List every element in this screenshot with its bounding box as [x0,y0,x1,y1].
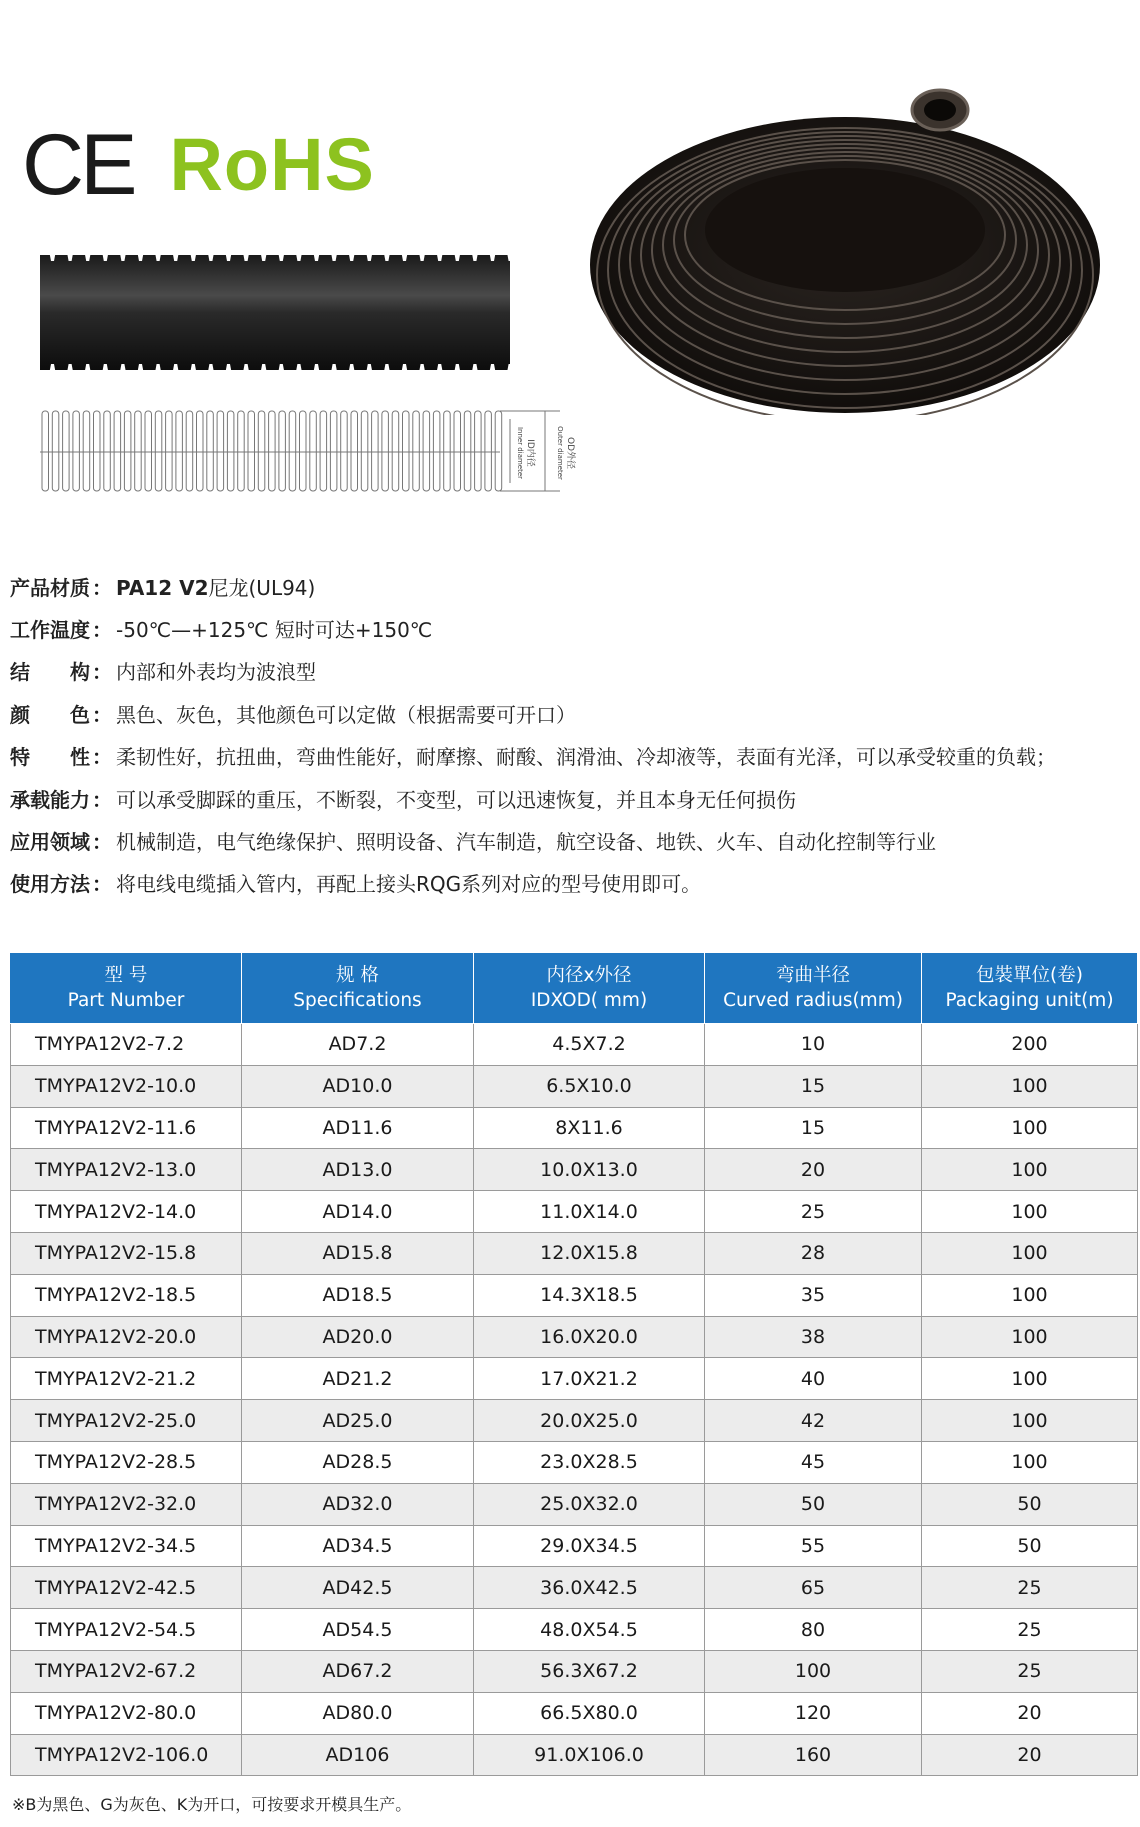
product-spec-list [10,565,1130,904]
part-number-cell: TMYPA12V2-18.5 [11,1274,242,1316]
spec-cell: AD28.5 [242,1441,474,1483]
spec-value: 将电线电缆插入管内，再配上接头RQG系列对应的型号使用即可。 [116,872,702,897]
curved-radius-cell: 28 [705,1232,922,1274]
inner-diameter-label: ID内径 [525,439,535,467]
spec-cell: AD11.6 [242,1107,474,1149]
id-od-cell: 14.3X18.5 [474,1274,705,1316]
table-row [11,1692,1138,1734]
id-od-cell: 91.0X106.0 [474,1734,705,1776]
spec-label: 应用领域 [10,830,90,855]
packaging-unit-cell: 100 [922,1441,1138,1483]
part-number-cell: TMYPA12V2-106.0 [11,1734,242,1776]
id-od-cell: 11.0X14.0 [474,1191,705,1233]
curved-radius-cell: 25 [705,1191,922,1233]
corrugated-hose-photo [40,245,510,380]
spec-cell: AD21.2 [242,1358,474,1400]
id-od-cell: 16.0X20.0 [474,1316,705,1358]
spec-row-load-capacity: 承载能力 ： 可以承受脚踩的重压，不断裂，不变型，可以迅速恢复，并且本身无任何损伤 [10,777,1130,819]
spec-value: 内部和外表均为波浪型 [116,660,316,685]
curved-radius-cell: 50 [705,1483,922,1525]
certification-marks [22,117,375,213]
spec-cell: AD14.0 [242,1191,474,1233]
curved-radius-cell: 15 [705,1107,922,1149]
spec-row-material: 产品材质 ： PA12 V2尼龙(UL94) [10,565,1130,607]
table-header-row [11,953,1138,1024]
table-row [11,1650,1138,1692]
curved-radius-cell: 65 [705,1567,922,1609]
spec-row-temperature: 工作温度 ： -50℃—+125℃ 短时可达+150℃ [10,607,1130,649]
table-row [11,1149,1138,1191]
part-number-cell: TMYPA12V2-10.0 [11,1065,242,1107]
table-row [11,1441,1138,1483]
header-id-od: 内径x外径 IDXOD( mm) [474,953,705,1024]
part-number-cell: TMYPA12V2-80.0 [11,1692,242,1734]
outer-diameter-label: OD外径 [565,436,575,470]
packaging-unit-cell: 100 [922,1065,1138,1107]
packaging-unit-cell: 100 [922,1107,1138,1149]
curved-radius-cell: 38 [705,1316,922,1358]
part-number-cell: TMYPA12V2-13.0 [11,1149,242,1191]
spec-row-features: 特 性 ： 柔韧性好，抗扭曲，弯曲性能好，耐摩擦、耐酸、润滑油、冷却液等，表面有光泽，可以承受较重的负载； [10,735,1130,777]
packaging-unit-cell: 200 [922,1024,1138,1066]
table-row [11,1274,1138,1316]
spec-row-structure: 结 构 ： 内部和外表均为波浪型 [10,650,1130,692]
part-number-cell: TMYPA12V2-34.5 [11,1525,242,1567]
curved-radius-cell: 15 [705,1065,922,1107]
curved-radius-cell: 100 [705,1650,922,1692]
spec-cell: AD54.5 [242,1609,474,1651]
spec-cell: AD13.0 [242,1149,474,1191]
packaging-unit-cell: 100 [922,1358,1138,1400]
curved-radius-cell: 160 [705,1734,922,1776]
id-od-cell: 12.0X15.8 [474,1232,705,1274]
curved-radius-cell: 42 [705,1400,922,1442]
part-number-cell: TMYPA12V2-21.2 [11,1358,242,1400]
inner-diameter-label-en: Inner diameter [516,426,524,480]
part-number-cell: TMYPA12V2-54.5 [11,1609,242,1651]
spec-value: 机械制造，电气绝缘保护、照明设备、汽车制造，航空设备、地铁、火车、自动化控制等行业 [116,830,936,855]
spec-cell: AD80.0 [242,1692,474,1734]
spec-value: 可以承受脚踩的重压，不断裂，不变型，可以迅速恢复，并且本身无任何损伤 [116,787,796,812]
spec-label: 特 性 [10,745,90,770]
id-od-cell: 20.0X25.0 [474,1400,705,1442]
ce-mark: CE [22,117,134,213]
spec-value: -50℃—+125℃ 短时可达+150℃ [116,618,433,643]
spec-cell: AD7.2 [242,1024,474,1066]
id-od-cell: 8X11.6 [474,1107,705,1149]
curved-radius-cell: 10 [705,1024,922,1066]
part-number-cell: TMYPA12V2-15.8 [11,1232,242,1274]
id-od-cell: 6.5X10.0 [474,1065,705,1107]
part-number-cell: TMYPA12V2-32.0 [11,1483,242,1525]
spec-cell: AD20.0 [242,1316,474,1358]
table-row [11,1232,1138,1274]
header-curved-radius: 弯曲半径 Curved radius(mm) [705,953,922,1024]
id-od-cell: 29.0X34.5 [474,1525,705,1567]
id-od-cell: 17.0X21.2 [474,1358,705,1400]
id-od-cell: 10.0X13.0 [474,1149,705,1191]
spec-cell: AD106 [242,1734,474,1776]
packaging-unit-cell: 25 [922,1567,1138,1609]
id-od-cell: 25.0X32.0 [474,1483,705,1525]
packaging-unit-cell: 100 [922,1232,1138,1274]
spec-cell: AD67.2 [242,1650,474,1692]
table-body [11,1024,1138,1776]
spec-row-usage: 使用方法 ： 将电线电缆插入管内，再配上接头RQG系列对应的型号使用即可。 [10,862,1130,904]
curved-radius-cell: 20 [705,1149,922,1191]
spec-cell: AD32.0 [242,1483,474,1525]
hose-coil-photo [590,65,1110,415]
packaging-unit-cell: 25 [922,1650,1138,1692]
part-number-cell: TMYPA12V2-20.0 [11,1316,242,1358]
spec-row-color: 颜 色 ： 黑色、灰色，其他颜色可以定做（根据需要可开口） [10,692,1130,734]
part-number-cell: TMYPA12V2-28.5 [11,1441,242,1483]
header-specifications: 规 格 Specifications [242,953,474,1024]
packaging-unit-cell: 20 [922,1734,1138,1776]
curved-radius-cell: 120 [705,1692,922,1734]
spec-label: 工作温度 [10,618,90,643]
rohs-mark: RoHS [169,123,375,206]
table-row [11,1734,1138,1776]
table-row [11,1191,1138,1233]
outer-diameter-label-en: Outer diameter [556,426,564,480]
packaging-unit-cell: 100 [922,1316,1138,1358]
product-table [10,952,1137,1776]
part-number-cell: TMYPA12V2-7.2 [11,1024,242,1066]
packaging-unit-cell: 25 [922,1609,1138,1651]
spec-cell: AD34.5 [242,1525,474,1567]
header-part-number: 型 号 Part Number [11,953,242,1024]
part-number-cell: TMYPA12V2-14.0 [11,1191,242,1233]
part-number-cell: TMYPA12V2-11.6 [11,1107,242,1149]
spec-label: 承载能力 [10,787,90,812]
spec-value: 柔韧性好，抗扭曲，弯曲性能好，耐摩擦、耐酸、润滑油、冷却液等，表面有光泽，可以承受较重的负载； [116,745,1056,770]
packaging-unit-cell: 100 [922,1191,1138,1233]
spec-cell: AD18.5 [242,1274,474,1316]
spec-label: 产品材质 [10,575,90,600]
table-row [11,1024,1138,1066]
id-od-cell: 48.0X54.5 [474,1609,705,1651]
id-od-cell: 4.5X7.2 [474,1024,705,1066]
curved-radius-cell: 80 [705,1609,922,1651]
spec-value: PA12 V2尼龙(UL94) [116,575,316,600]
part-number-cell: TMYPA12V2-25.0 [11,1400,242,1442]
id-od-cell: 66.5X80.0 [474,1692,705,1734]
spec-label: 结 构 [10,660,90,685]
header-packaging-unit: 包裝單位(卷) Packaging unit(m) [922,953,1138,1024]
spec-row-applications: 应用领域 ： 机械制造，电气绝缘保护、照明设备、汽车制造，航空设备、地铁、火车、自动化控制等行业 [10,819,1130,861]
table-row [11,1567,1138,1609]
table-row [11,1400,1138,1442]
table-row [11,1358,1138,1400]
spec-cell: AD25.0 [242,1400,474,1442]
curved-radius-cell: 35 [705,1274,922,1316]
spec-label: 使用方法 [10,872,90,897]
spec-cell: AD10.0 [242,1065,474,1107]
table-row [11,1107,1138,1149]
table-row [11,1483,1138,1525]
curved-radius-cell: 55 [705,1525,922,1567]
packaging-unit-cell: 100 [922,1149,1138,1191]
packaging-unit-cell: 100 [922,1400,1138,1442]
packaging-unit-cell: 50 [922,1525,1138,1567]
footnote: ※B为黑色、G为灰色、K为开口，可按要求开模具生产。 [12,1795,412,1814]
id-od-cell: 56.3X67.2 [474,1650,705,1692]
table-row [11,1065,1138,1107]
spec-label: 颜 色 [10,702,90,727]
table-row [11,1316,1138,1358]
packaging-unit-cell: 100 [922,1274,1138,1316]
hose-dimension-diagram [40,405,620,495]
spec-cell: AD42.5 [242,1567,474,1609]
spec-cell: AD15.8 [242,1232,474,1274]
spec-value: 黑色、灰色，其他颜色可以定做（根据需要可开口） [116,702,576,727]
packaging-unit-cell: 50 [922,1483,1138,1525]
curved-radius-cell: 40 [705,1358,922,1400]
id-od-cell: 23.0X28.5 [474,1441,705,1483]
part-number-cell: TMYPA12V2-67.2 [11,1650,242,1692]
table-row [11,1525,1138,1567]
id-od-cell: 36.0X42.5 [474,1567,705,1609]
part-number-cell: TMYPA12V2-42.5 [11,1567,242,1609]
curved-radius-cell: 45 [705,1441,922,1483]
table-row [11,1609,1138,1651]
packaging-unit-cell: 20 [922,1692,1138,1734]
